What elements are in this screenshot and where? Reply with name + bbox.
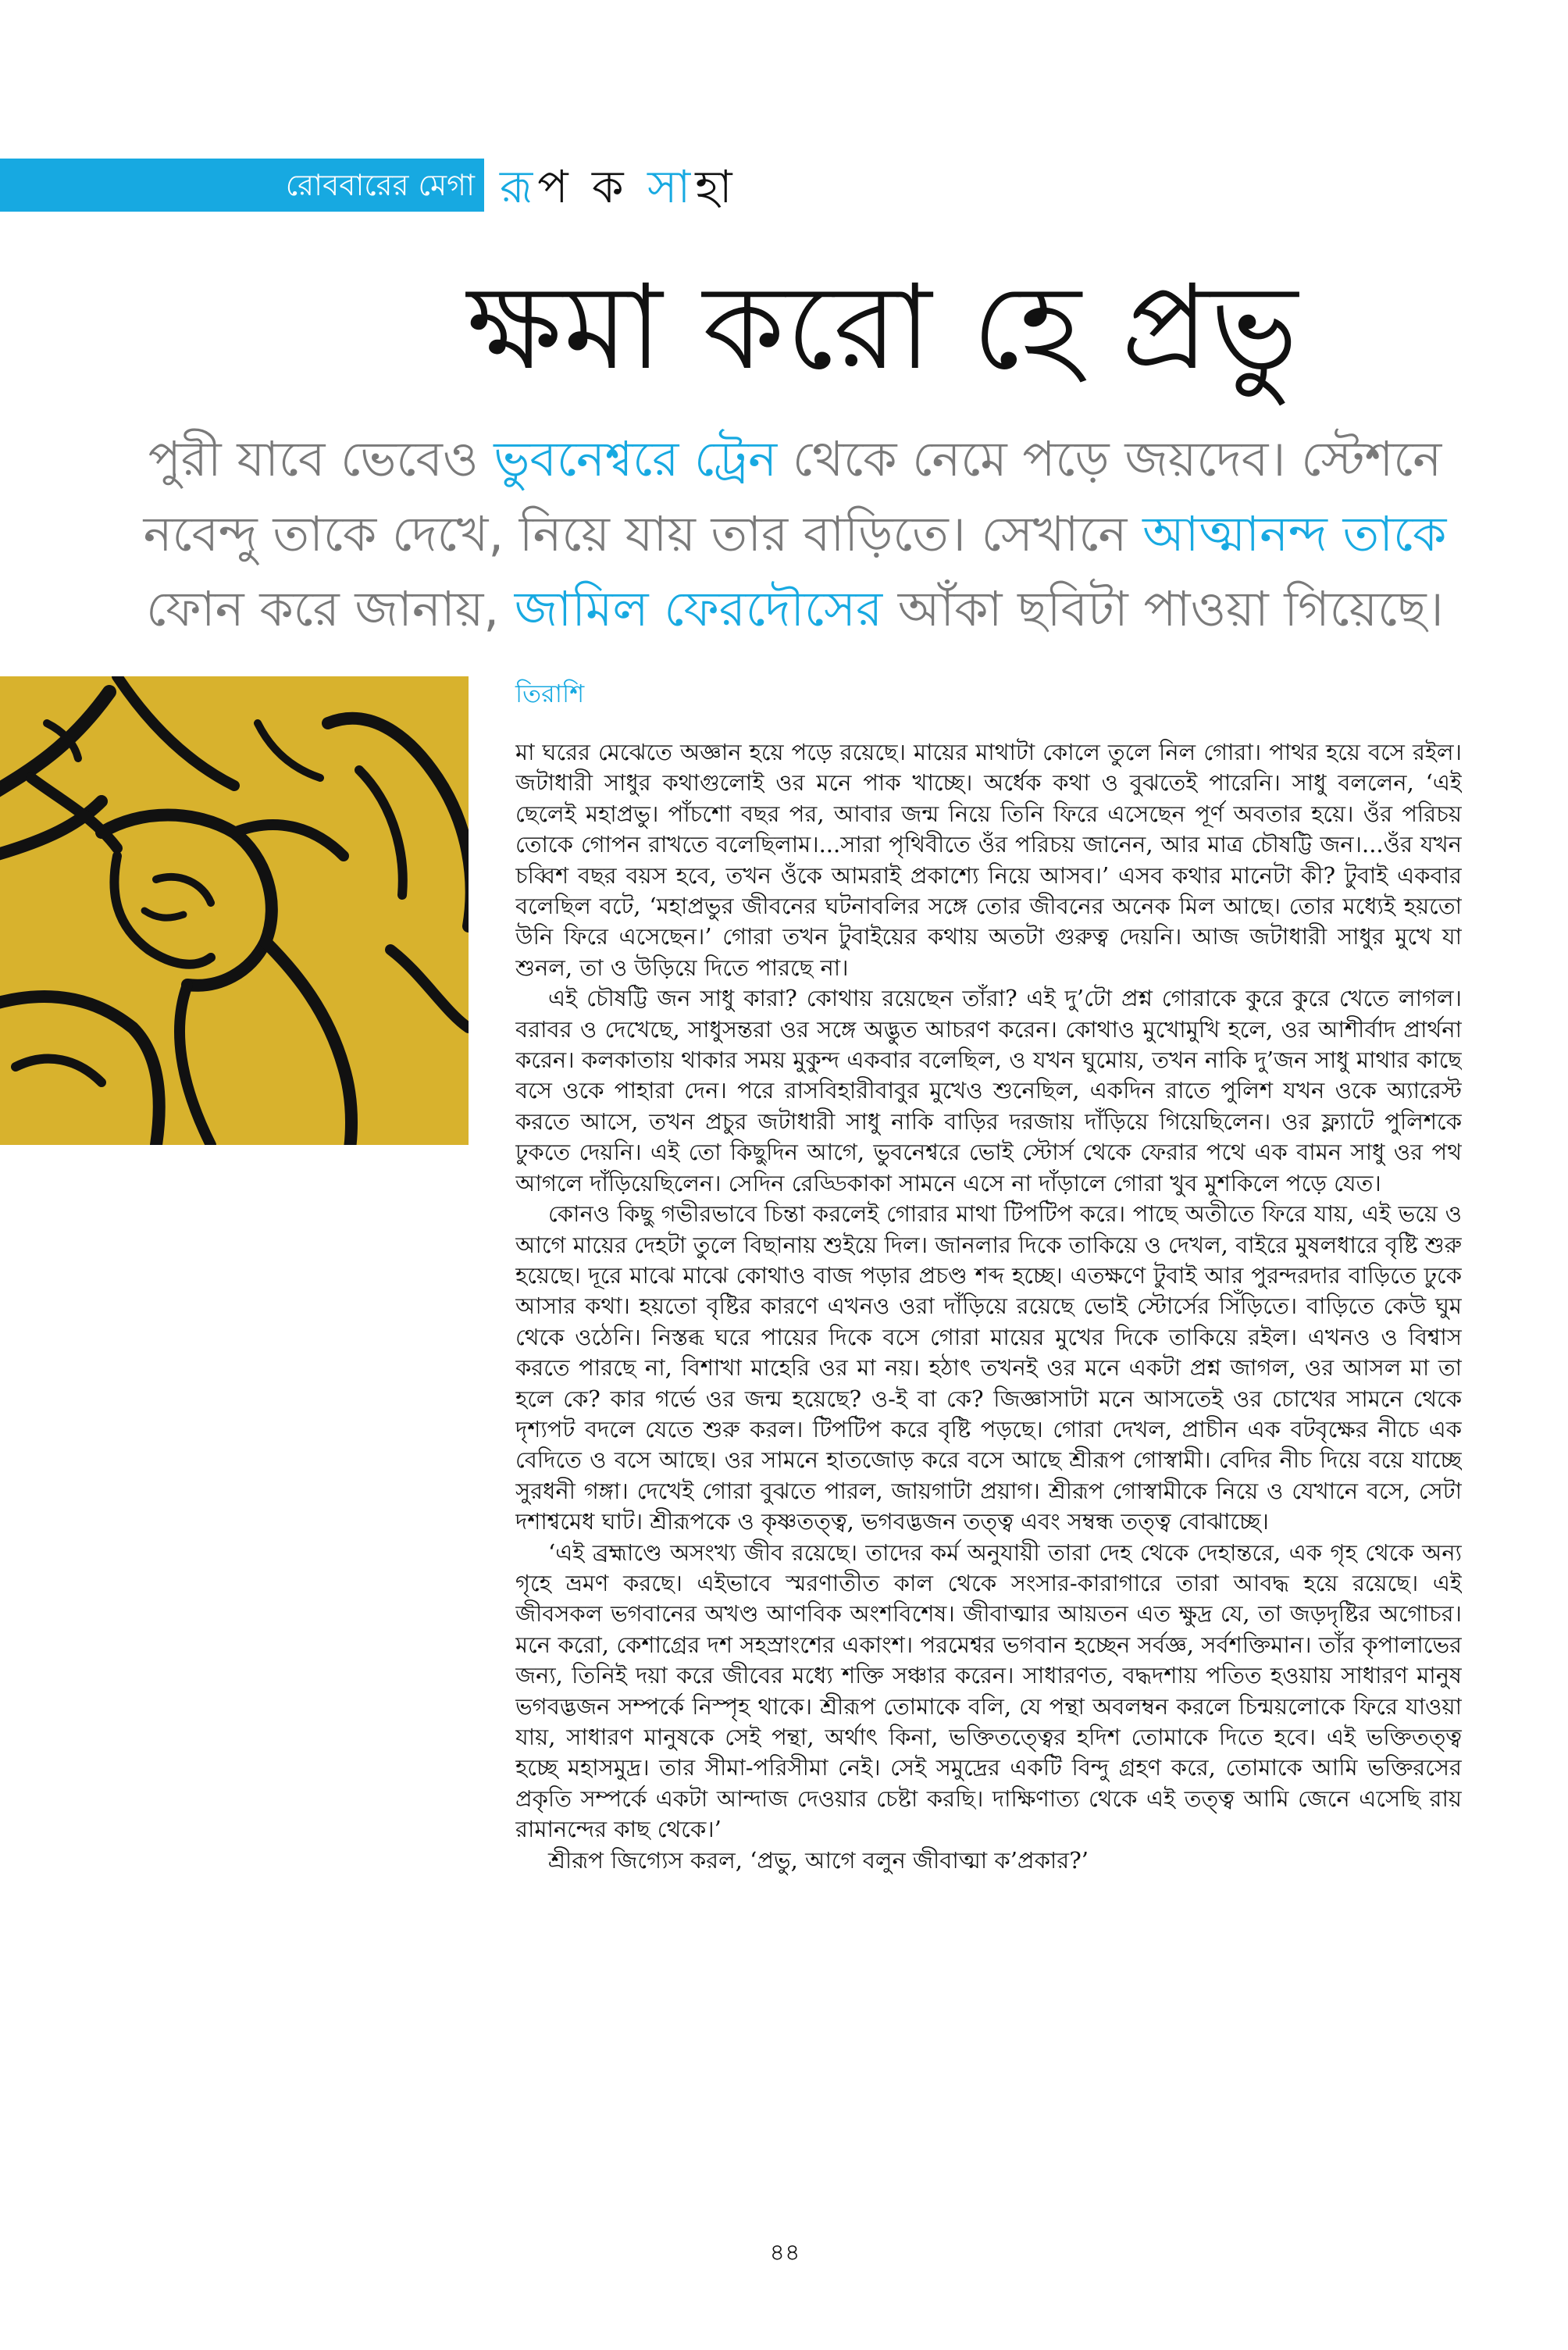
intro-seg-1: পুরী যাবে ভেবেও <box>148 430 494 487</box>
author-part-2: প ক <box>537 160 648 213</box>
intro-seg-3: ফোন করে জানায়, <box>146 580 515 637</box>
intro-seg-4: আঁকা ছবিটা পাওয়া গিয়েছে। <box>882 580 1444 637</box>
intro-highlight-3: জামিল ফেরদৌসের <box>514 580 883 637</box>
body-paragraph: শ্রীরূপ জিগ্যেস করল, ‘প্রভু, আগে বলুন জীবাত্মা ক’প্রকার?’ <box>548 1846 1089 1874</box>
article-body <box>515 737 1462 2181</box>
body-paragraph: ‘এই ব্রহ্মাণ্ডে অসংখ্য জীব রয়েছে। তাদের কর্ম অনুযায়ী তারা দেহ থেকে দেহান্তরে, এক গৃহ থেকে অন্য গৃহে ভ্রমণ করছে। এইভাবে স্মরণাতীত কাল থেকে সংসার-কারাগারে তারা আবদ্ধ হয়ে রয়েছে। এই জীবসকল ভগবানের অখণ্ড আণবিক অংশবিশেষ। জীবাত্মার আয়তন এত ক্ষুদ্র যে, তা জড়দৃষ্টির অগোচর। মনে করো, কেশাগ্রের দশ সহস্রাংশের একাংশ। পরমেশ্বর ভগবান হচ্ছেন সর্বজ্ঞ, সর্বশক্তিমান। তাঁর কৃপালাভের জন্য, তিনিই দয়া করে জীবের মধ্যে শক্তি সঞ্চার করেন। সাধারণত, বদ্ধদশায় পতিত হওয়ায় সাধারণ মানুষ ভগবদ্ভজন সম্পর্কে নিস্পৃহ থাকে। শ্রীরূপ তোমাকে বলি, যে পন্থা অবলম্বন করলে চিন্ময়লোকে ফিরে যাওয়া যায়, সাধারণ মানুষকে সেই পন্থা, অর্থাৎ কিনা, ভক্তিতত্ত্বের হদিশ তোমাকে দিতে হবে। এই ভক্তিতত্ত্ব হচ্ছে মহাসমুদ্র। তার সীমা-পরিসীমা নেই। সেই সমুদ্রের একটি বিন্দু গ্রহণ করে, তোমাকে আমি ভক্তিরসের প্রকৃতি সম্পর্কে একটা আন্দাজ দেওয়ার চেষ্টা করছি। দাক্ষিণাত্য থেকে এই তত্ত্ব আমি জেনে এসেছি রায় রামানন্দের কাছ থেকে।’ <box>515 1539 1462 1843</box>
illustration-drawing <box>0 676 469 1145</box>
body-paragraph: মা ঘরের মেঝেতে অজ্ঞান হয়ে পড়ে রয়েছে। মায়ের মাথাটা কোলে তুলে নিল গোরা। পাথর হয়ে বসে রইল। জটাধারী সাধুর কথাগুলোই ওর মনে পাক খাচ্ছে। অর্ধেক কথা ও বুঝতেই পারেনি। সাধু বললেন, ‘এই ছেলেই মহাপ্রভু। পাঁচশো বছর পর, আবার জন্ম নিয়ে তিনি ফিরে এসেছেন পূর্ণ অবতার হয়ে। ওঁর পরিচয় তোকে গোপন রাখতে বলেছিলাম।...সারা পৃথিবীতে ওঁর পরিচয় জানেন, আর মাত্র চৌষট্টি জন।...ওঁর যখন চব্বিশ বছর বয়স হবে, তখন ওঁকে আমরাই প্রকাশ্যে নিয়ে আসব।’ এসব কথার মানেটা কী? টুবাই একবার বলেছিল বটে, ‘মহাপ্রভুর জীবনের ঘটনাবলির সঙ্গে তোর জীবনের অনেক মিল আছে। তোর মধ্যেই হয়তো উনি ফিরে এসেছেন।’ গোরা তখন টুবাইয়ের কথায় অতটা গুরুত্ব দেয়নি। আজ জটাধারী সাধুর মুখে যা শুনল, তা ও উড়িয়ে দিতে পারছে না। <box>515 739 1462 981</box>
author-name <box>500 161 737 212</box>
ink-drawing-illustration-icon <box>0 676 469 1145</box>
intro-seg-2: থেকে নেমে পড়ে জয়দেব। স্টেশনে নবেন্দু তাকে দেখে, নিয়ে যায় তার বাড়িতে। সেখানে <box>143 430 1442 562</box>
body-paragraph: এই চৌষট্টি জন সাধু কারা? কোথায় রয়েছেন তাঁরা? এই দু’টো প্রশ্ন গোরাকে কুরে কুরে খেতে লাগল। বরাবর ও দেখেছে, সাধুসন্তরা ওর সঙ্গে অদ্ভুত আচরণ করেন। কোথাও মুখোমুখি হলে, ওর আশীর্বাদ প্রার্থনা করেন। কলকাতায় থাকার সময় মুকুন্দ একবার বলেছিল, ও যখন ঘুমোয়, তখন নাকি দু’জন সাধু মাথার কাছে বসে ওকে পাহারা দেন। পরে রাসবিহারীবাবুর মুখেও শুনেছিল, একদিন রাতে পুলিশ যখন ওকে অ্যারেস্ট করতে আসে, তখন প্রচুর জটাধারী সাধু নাকি বাড়ির দরজায় দাঁড়িয়ে গিয়েছিলেন। ওর ফ্ল্যাটে পুলিশকে ঢুকতে দেয়নি। এই তো কিছুদিন আগে, ভুবনেশ্বরে ভোই স্টোর্স থেকে ফেরার পথে এক বামন সাধু ওর পথ আগলে দাঁড়িয়েছিলেন। সেদিন রেড্ডিকাকা সামনে এসে না দাঁড়ালে গোরা খুব মুশকিলে পড়ে যেত। <box>515 985 1462 1196</box>
article-title: ক্ষমা করো হে প্রভু <box>467 260 1299 396</box>
chapter-number: তিরাশি <box>515 679 585 708</box>
author-part-1: রূ <box>500 160 538 213</box>
author-part-4: হা <box>695 160 737 213</box>
page-number: ৪৪ <box>769 2239 800 2266</box>
series-band <box>0 159 484 212</box>
intro-highlight-2: আত্মানন্দ তাকে <box>1142 505 1447 562</box>
intro-summary <box>131 422 1459 647</box>
body-paragraph: কোনও কিছু গভীরভাবে চিন্তা করলেই গোরার মাথা টিপটিপ করে। পাছে অতীতে ফিরে যায়, এই ভয়ে ও আগে মায়ের দেহটা তুলে বিছানায় শুইয়ে দিল। জানলার দিকে তাকিয়ে ও দেখল, বাইরে মুষলধারে বৃষ্টি শুরু হয়েছে। দূরে মাঝে মাঝে কোথাও বাজ পড়ার প্রচণ্ড শব্দ হচ্ছে। এতক্ষণে টুবাই আর পুরন্দরদার বাড়িতে ঢুকে আসার কথা। হয়তো বৃষ্টির কারণে এখনও ওরা দাঁড়িয়ে রয়েছে ভোই স্টোর্সের সিঁড়িতে। বাড়িতে কেউ ঘুম থেকে ওঠেনি। নিস্তব্ধ ঘরে পায়ের দিকে বসে গোরা মায়ের মুখের দিকে তাকিয়ে রইল। এখনও ও বিশ্বাস করতে পারছে না, বিশাখা মাহেরি ওর মা নয়। হঠাৎ তখনই ওর মনে একটা প্রশ্ন জাগল, ওর আসল মা তা হলে কে? কার গর্ভে ওর জন্ম হয়েছে? ও-ই বা কে? জিজ্ঞাসাটা মনে আসতেই ওর চোখের সামনে থেকে দৃশ্যপট বদলে যেতে শুরু করল। টিপটিপ করে বৃষ্টি পড়ছে। গোরা দেখল, প্রাচীন এক বটবৃক্ষের নীচে এক বেদিতে ও বসে আছে। ওর সামনে হাতজোড় করে বসে আছে শ্রীরূপ গোস্বামী। বেদির নীচ দিয়ে বয়ে যাচ্ছে সুরধনী গঙ্গা। দেখেই গোরা বুঝতে পারল, জায়গাটা প্রয়াগ। শ্রীরূপ গোস্বামীকে নিয়ে ও যেখানে বসে, সেটা দশাশ্বমেধ ঘাট। শ্রীরূপকে ও কৃষ্ণতত্ত্ব, ভগবদ্ভজন তত্ত্ব এবং সম্বন্ধ তত্ত্ব বোঝাচ্ছে। <box>515 1200 1462 1535</box>
author-part-3: সা <box>647 160 696 213</box>
series-label: রোববারের মেগা <box>285 168 475 202</box>
intro-highlight-1: ভুবনেশ্বরে ট্রেন <box>494 430 778 487</box>
